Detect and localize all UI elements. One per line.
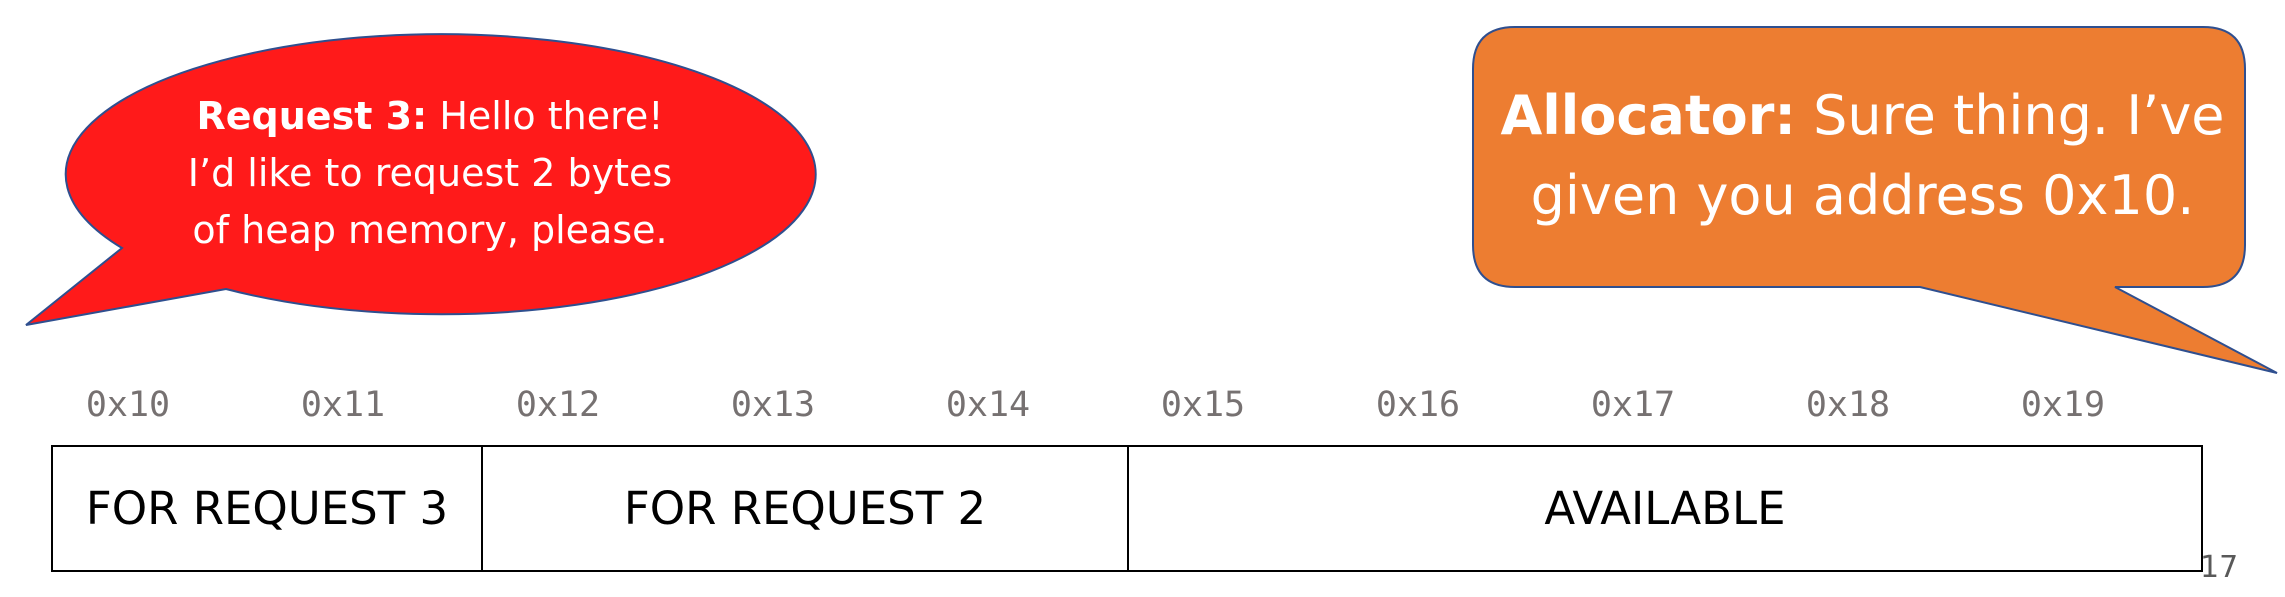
- address-label: 0x14: [945, 385, 1031, 425]
- slide-number: 17: [2200, 550, 2239, 585]
- address-label: 0x10: [85, 385, 171, 425]
- segment-available: AVAILABLE: [1544, 482, 1786, 535]
- request-line-1: [150, 88, 710, 145]
- request-line-2: I’d like to request 2 bytes: [187, 151, 673, 195]
- address-label: 0x17: [1590, 385, 1676, 425]
- request-bubble-text: [150, 88, 710, 259]
- allocator-speaker: Allocator:: [1500, 84, 1796, 147]
- address-label: 0x18: [1805, 385, 1891, 425]
- heap-memory-bar: [51, 445, 2203, 572]
- address-label: 0x15: [1160, 385, 1246, 425]
- address-label: 0x13: [730, 385, 816, 425]
- allocator-bubble-text: [1475, 76, 2250, 236]
- request-line-1-rest: Hello there!: [427, 94, 664, 138]
- segment-request-3: FOR REQUEST 3: [53, 447, 483, 570]
- allocator-line-1: [1475, 76, 2250, 156]
- allocator-line-1-rest: Sure thing. I’ve: [1795, 84, 2225, 147]
- address-label: 0x11: [300, 385, 386, 425]
- segment-request-2: FOR REQUEST 2: [483, 447, 1129, 570]
- address-label: 0x12: [515, 385, 601, 425]
- address-label: 0x16: [1375, 385, 1461, 425]
- allocator-line-2: given you address 0x10.: [1530, 164, 2195, 227]
- request-line-3: of heap memory, please.: [192, 208, 668, 252]
- address-label: 0x19: [2020, 385, 2106, 425]
- request-speaker: Request 3:: [196, 94, 428, 138]
